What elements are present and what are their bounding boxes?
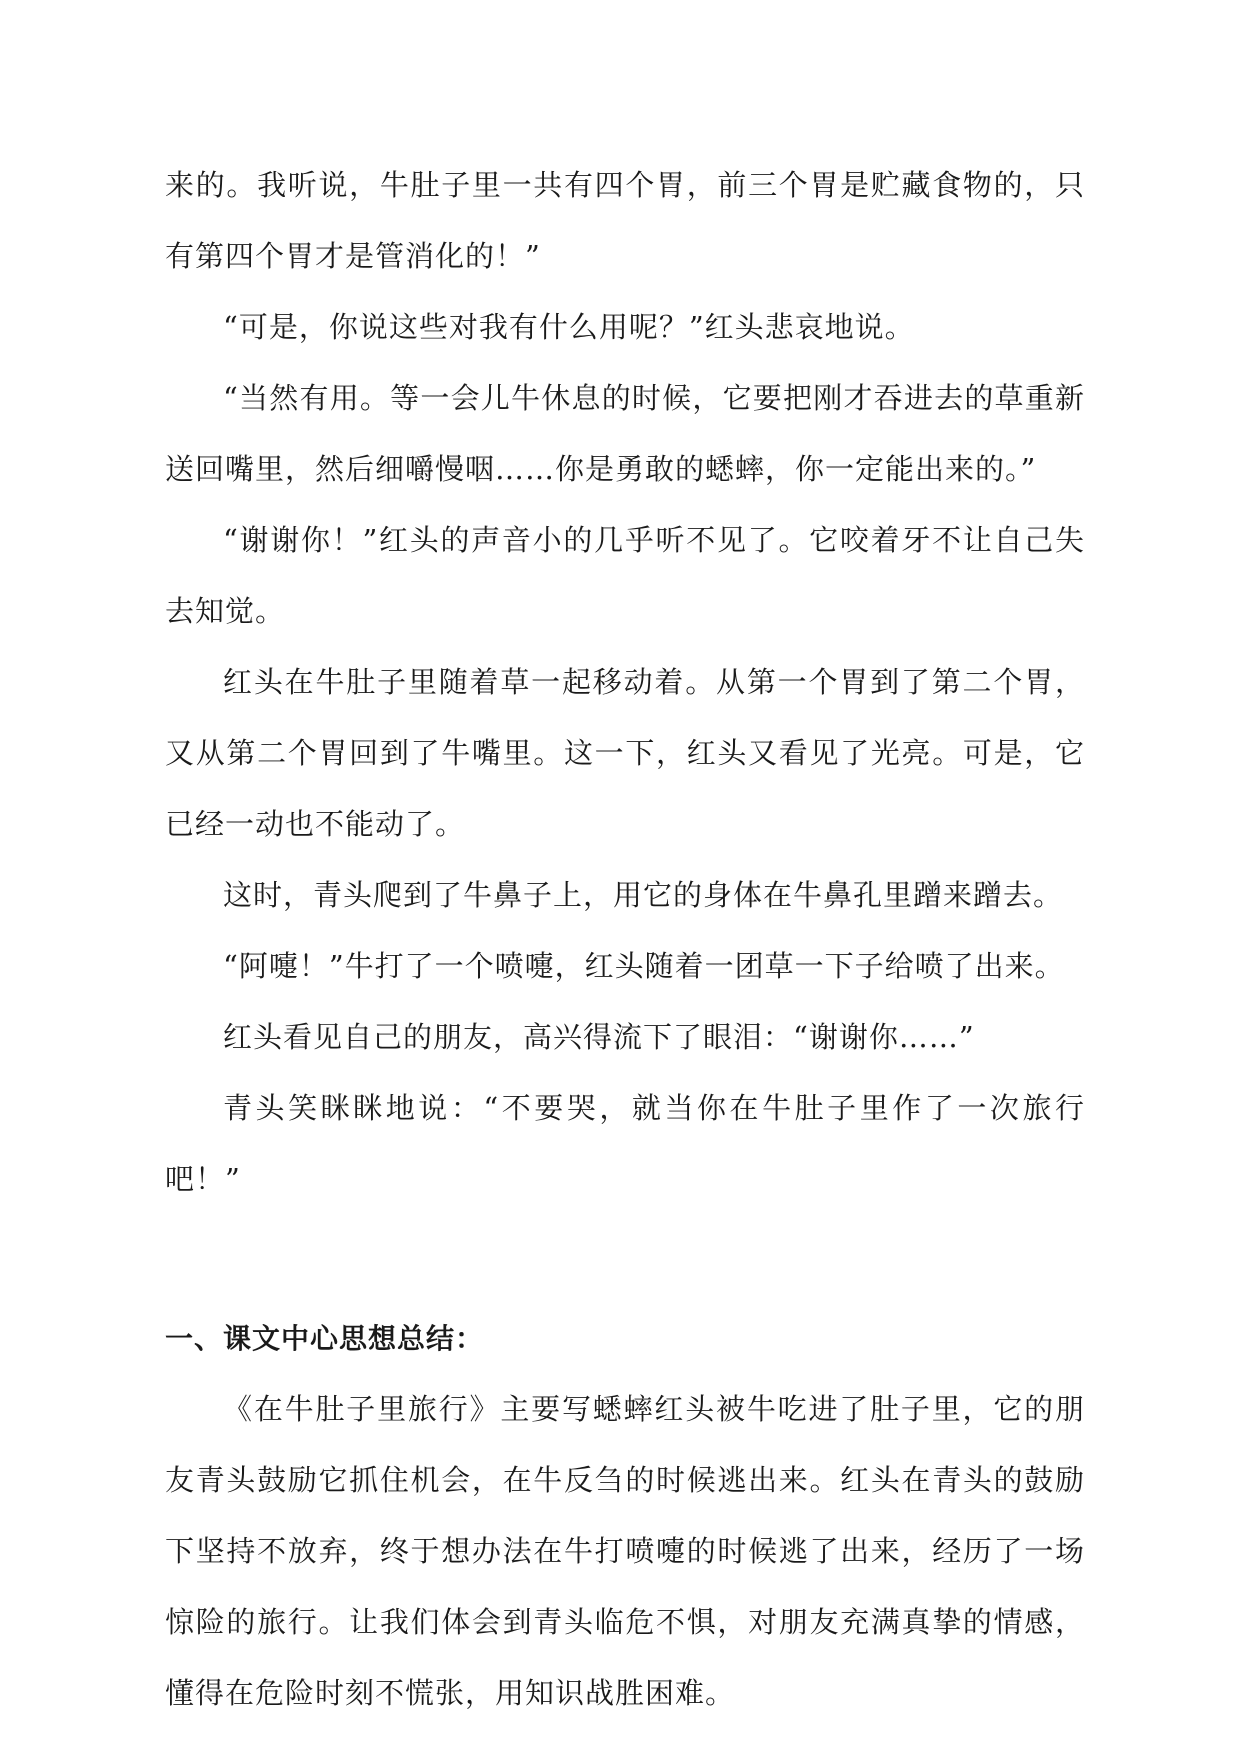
story-paragraph: “当然有用。等一会儿牛休息的时候，它要把刚才吞进去的草重新送回嘴里，然后细嚼慢咽……你是勇敢的蟋蟀，你一定能出来的。” xyxy=(165,381,1085,486)
section-heading: 一、课文中心思想总结： xyxy=(165,1322,485,1355)
story-paragraph: 青头笑眯眯地说：“不要哭，就当你在牛肚子里作了一次旅行吧！” xyxy=(165,1091,1085,1196)
story-paragraph: “可是，你说这些对我有什么用呢？”红头悲哀地说。 xyxy=(223,310,915,344)
story-paragraph: 红头看见自己的朋友，高兴得流下了眼泪：“谢谢你……” xyxy=(223,1020,975,1054)
summary-paragraph: 《在牛肚子里旅行》主要写蟋蟀红头被牛吃进了肚子里，它的朋友青头鼓励它抓住机会，在牛反刍的时候逃出来。红头在青头的鼓励下坚持不放弃，终于想办法在牛打喷嚏的时候逃了出来，经历了一场惊险的旅行。让我们体会到青头临危不惧，对朋友充满真挚的情感，懂得在危险时刻不慌张，用知识战胜困难。 xyxy=(165,1392,1085,1710)
section-spacer xyxy=(165,1215,1085,1303)
story-paragraph: “谢谢你！”红头的声音小的几乎听不见了。它咬着牙不让自己失去知觉。 xyxy=(165,523,1085,628)
story-paragraph: 这时，青头爬到了牛鼻子上，用它的身体在牛鼻孔里蹭来蹭去。 xyxy=(223,878,1064,912)
story-paragraph: 来的。我听说，牛肚子里一共有四个胃，前三个胃是贮藏食物的，只有第四个胃才是管消化的！” xyxy=(165,168,1085,273)
story-paragraph: “阿嚏！”牛打了一个喷嚏，红头随着一团草一下子给喷了出来。 xyxy=(223,949,1065,983)
story-paragraph: 红头在牛肚子里随着草一起移动着。从第一个胃到了第二个胃，又从第二个胃回到了牛嘴里。这一下，红头又看见了光亮。可是，它已经一动也不能动了。 xyxy=(165,665,1085,841)
document-page xyxy=(165,150,1085,1729)
